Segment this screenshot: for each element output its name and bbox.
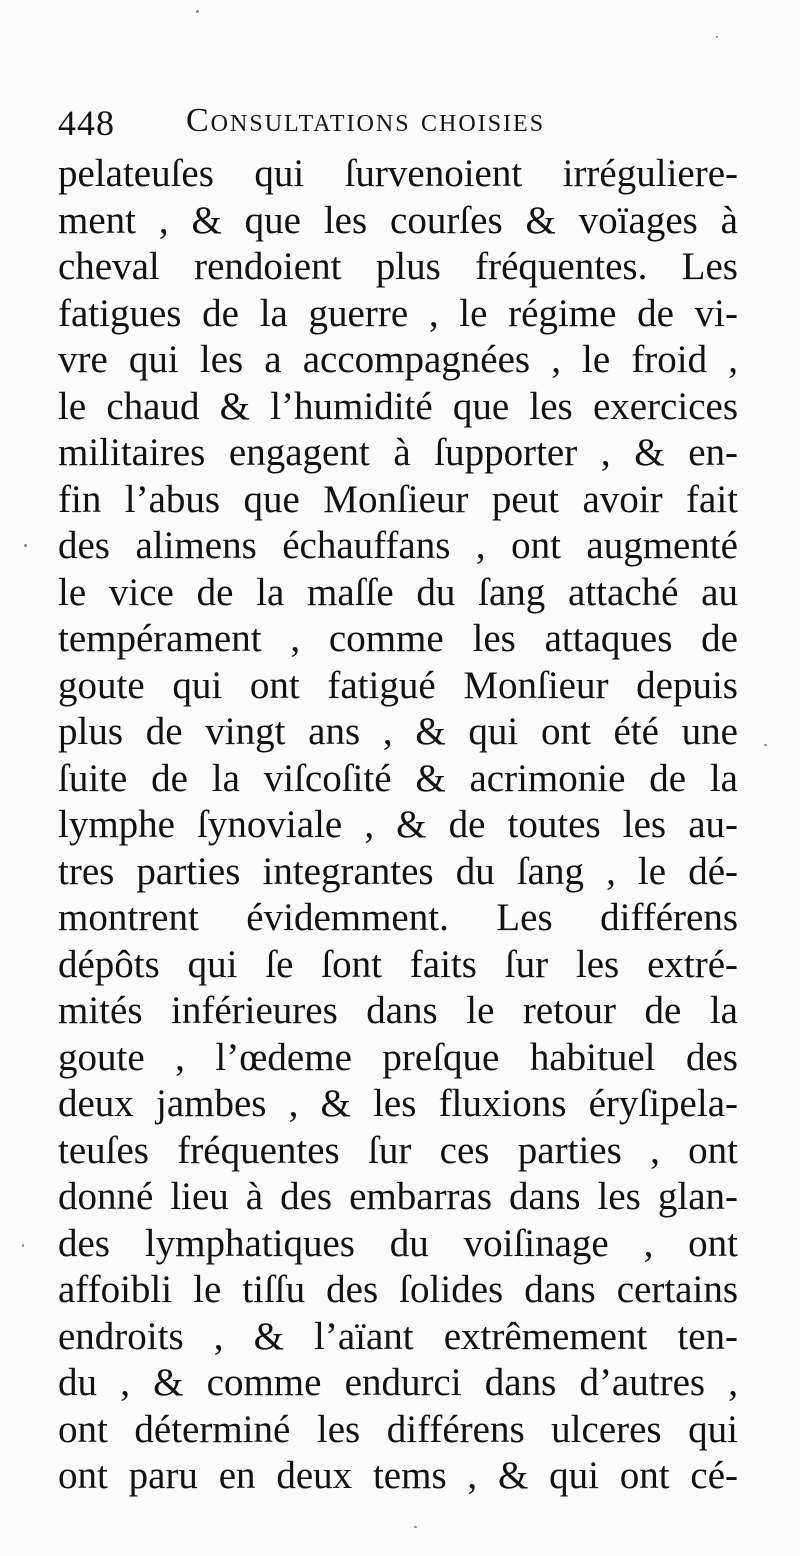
text-line: teuſes fréquentes ſur ces parties , ont xyxy=(58,1128,738,1172)
text-line: montrent évidemment. Les différens xyxy=(58,896,738,939)
text-line: militaires engagent à ſupporter , & en- xyxy=(58,431,738,474)
text-line: affoibli le tiſſu des ſolides dans certains xyxy=(58,1268,738,1311)
text-line: vre qui les a accompagnées , le froid , xyxy=(58,338,738,381)
text-line: plus de vingt ans , & qui ont été une xyxy=(58,710,738,753)
text-line: goute qui ont fatigué Monſieur depuis xyxy=(58,663,738,707)
text-line: endroits , & l’aïant extrêmement ten- xyxy=(58,1314,738,1358)
paper-speck xyxy=(22,1244,24,1247)
paper-speck xyxy=(24,544,27,547)
text-line: donné lieu à des embarras dans les glan- xyxy=(58,1175,738,1218)
text-line: ont paru en deux tems , & qui ont cé- xyxy=(58,1454,738,1497)
running-head xyxy=(58,96,748,146)
text-line: ont déterminé les différens ulceres qui xyxy=(58,1407,738,1451)
text-line: fatigues de la guerre , le régime de vi- xyxy=(58,291,738,335)
text-line: tres parties integrantes du ſang , le dé- xyxy=(58,849,738,893)
text-line: dépôts qui ſe ſont faits ſur les extré- xyxy=(58,942,738,986)
text-line: des alimens échauffans , ont augmenté xyxy=(58,524,738,567)
text-line: ſuite de la viſcoſité & acrimonie de la xyxy=(58,756,738,800)
text-line: deux jambes , & les fluxions éryſipela- xyxy=(58,1082,738,1125)
text-line: du , & comme endurci dans d’autres , xyxy=(58,1361,738,1404)
text-line: mités inférieures dans le retour de la xyxy=(58,989,738,1032)
text-line: le vice de la maſſe du ſang attaché au xyxy=(58,570,738,614)
paper-speck xyxy=(196,10,199,13)
text-line: pelateuſes qui ſurvenoient irréguliere- xyxy=(58,152,738,195)
text-line: le chaud & l’humidité que les exercices xyxy=(58,384,738,428)
text-line: lymphe ſynoviale , & de toutes les au- xyxy=(58,803,738,846)
paper-speck xyxy=(764,744,767,746)
text-line: tempérament , comme les attaques de xyxy=(58,617,738,660)
text-line: cheval rendoient plus fréquentes. Les xyxy=(58,245,738,288)
paper-speck xyxy=(414,1526,417,1528)
text-line: ment , & que les courſes & voïages à xyxy=(58,198,738,242)
text-line: goute , l’œdeme preſque habituel des xyxy=(58,1035,738,1079)
text-line: fin l’abus que Monſieur peut avoir fait xyxy=(58,477,738,521)
running-title: Consultations choisies xyxy=(186,102,546,139)
text-line: des lymphatiques du voiſinage , ont xyxy=(58,1221,738,1265)
page-number: 448 xyxy=(58,103,115,143)
body-text xyxy=(58,151,738,1500)
paper-speck xyxy=(716,36,718,38)
